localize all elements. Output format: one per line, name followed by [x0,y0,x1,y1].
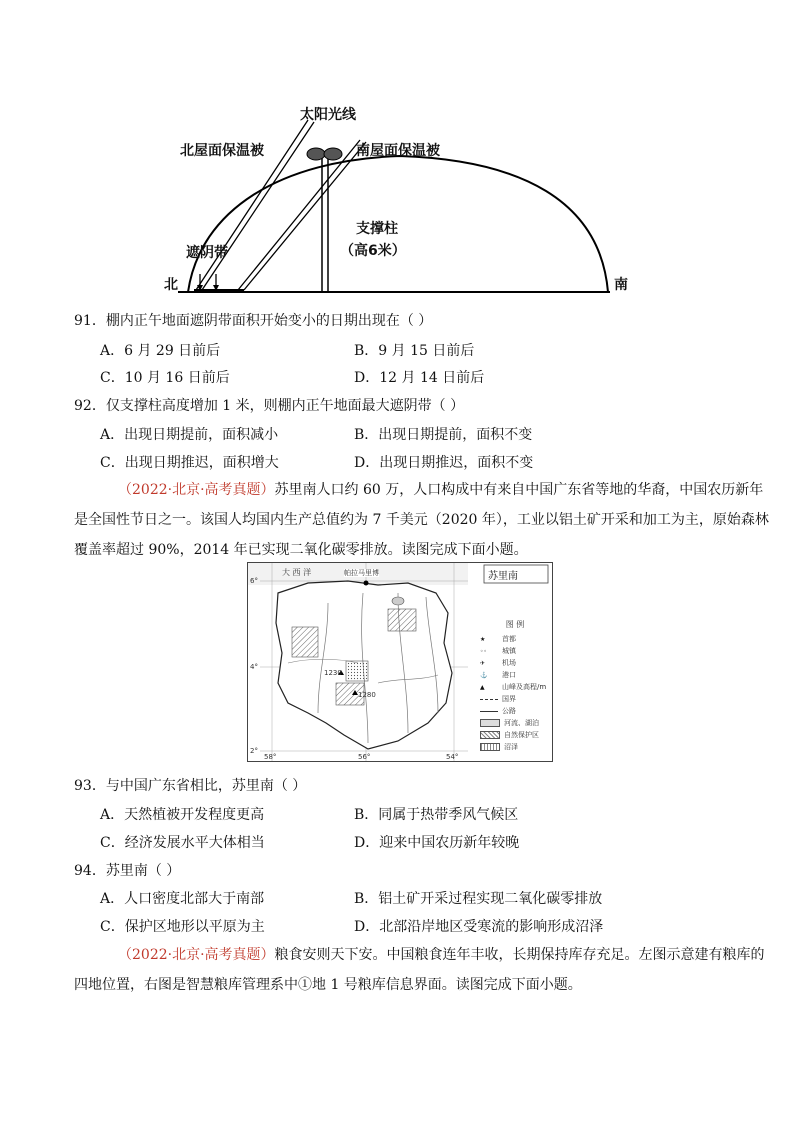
passage-tag: （2022·北京·高考真题） [118,947,275,963]
greenhouse-arch [188,156,608,292]
question-91-option-d[interactable]: D．12 月 14 日前后 [354,370,485,386]
pillar-label-2: （高6米） [340,243,406,259]
shadow-band [194,289,244,293]
legend-item: 河流、湖泊 [504,719,539,727]
greenhouse-svg [160,100,640,300]
legend-item: 沼泽 [504,743,518,751]
question-92-option-c[interactable]: C．出现日期推迟，面积增大 [100,455,279,471]
north-quilt-label: 北屋面保温被 [180,143,264,159]
sea-label: 大 西 洋 [282,568,312,577]
passage-text: 粮食安则天下安。中国粮食连年丰收，长期保持库存充足。左图示意建有粮库的四地位置，右图是智慧粮库管理系中①地 1 号粮库信息界面。读图完成下面小题。 [74,947,765,993]
lat-label-4: 4° [250,663,258,671]
map-title: 苏里南 [488,571,518,582]
legend-item: 国界 [502,695,516,703]
map-legend: 图 例 ★ 首都 ◦◦ 城镇 ✈ 机场 ⚓ 港口 ▲ 山峰及高程/m 国界 公路 河流、湖泊 自然保护区 沼泽 [480,621,550,753]
elevation-label-2: 1280 [358,691,376,699]
legend-item: 山峰及高程/m [502,683,547,691]
north-label: 北 [164,277,178,293]
question-94-stem: 94．苏里南（ ） [74,863,181,879]
legend-item: 公路 [502,707,516,715]
question-93-option-b[interactable]: B．同属于热带季风气候区 [354,807,519,823]
question-91-option-a[interactable]: A．6 月 29 日前后 [100,343,221,359]
south-label: 南 [614,277,628,293]
lon-label-54: 54° [446,753,459,761]
lat-label-6: 6° [250,577,258,585]
passage-grain [74,940,774,1000]
question-94-option-c[interactable]: C．保护区地形以平原为主 [100,919,265,935]
question-94-option-a[interactable]: A．人口密度北部大于南部 [100,891,265,907]
sun-ray-label: 太阳光线 [300,107,356,123]
sun-ray-3 [238,140,360,290]
question-93-stem: 93．与中国广东省相比，苏里南（ ） [74,778,307,794]
shadow-label: 遮阴带 [186,245,228,261]
question-92-option-d[interactable]: D．出现日期推迟，面积不变 [354,455,534,471]
south-quilt-roll [324,148,342,160]
greenhouse-diagram [160,100,640,300]
legend-item: 机场 [502,659,516,667]
question-92-option-b[interactable]: B．出现日期提前，面积不变 [354,427,533,443]
passage-text: 苏里南人口约 60 万，人口构成中有来自中国广东省等地的华裔，中国农历新年是全国性节日之一。该国人均国内生产总值约为 7 千美元（2020 年），工业以铝土矿开采和加工为主，原始森林覆盖率超过 90%，2014 年已实现二氧化碳零排放。读图完成下面小题。 [74,482,769,558]
legend-item: 首都 [502,635,516,643]
capital-label: 帕拉马里博 [344,569,379,577]
sun-ray-4 [244,142,366,290]
question-92-stem: 92．仅支撑柱高度增加 1 米，则棚内正午地面最大遮阴带（ ） [74,398,465,414]
question-93-option-c[interactable]: C．经济发展水平大体相当 [100,835,265,851]
passage-tag: （2022·北京·高考真题） [118,482,275,498]
north-quilt-roll [307,148,325,160]
legend-item: 港口 [502,671,516,679]
south-quilt-label: 南屋面保温被 [356,143,440,159]
legend-item: 城镇 [502,647,516,655]
passage-suriname [74,475,774,565]
lon-label-58: 58° [264,753,277,761]
suriname-map [247,562,553,762]
lon-label-56: 56° [358,753,371,761]
question-94-option-d[interactable]: D．北部沿岸地区受寒流的影响形成沼泽 [354,919,604,935]
question-91-option-b[interactable]: B．9 月 15 日前后 [354,343,475,359]
lat-label-2: 2° [250,747,258,755]
legend-title: 图 例 [505,620,525,629]
legend-item: 自然保护区 [504,731,539,739]
question-93-option-d[interactable]: D．迎来中国农历新年较晚 [354,835,520,851]
elevation-label-1: 1230 [324,669,342,677]
question-91-stem: 91．棚内正午地面遮阴带面积开始变小的日期出现在（ ） [74,313,433,329]
question-92-option-a[interactable]: A．出现日期提前，面积减小 [100,427,279,443]
question-93-option-a[interactable]: A．天然植被开发程度更高 [100,807,265,823]
question-91-option-c[interactable]: C．10 月 16 日前后 [100,370,230,386]
question-94-option-b[interactable]: B．铝土矿开采过程实现二氧化碳零排放 [354,891,603,907]
pillar-label-1: 支撑柱 [356,221,398,237]
